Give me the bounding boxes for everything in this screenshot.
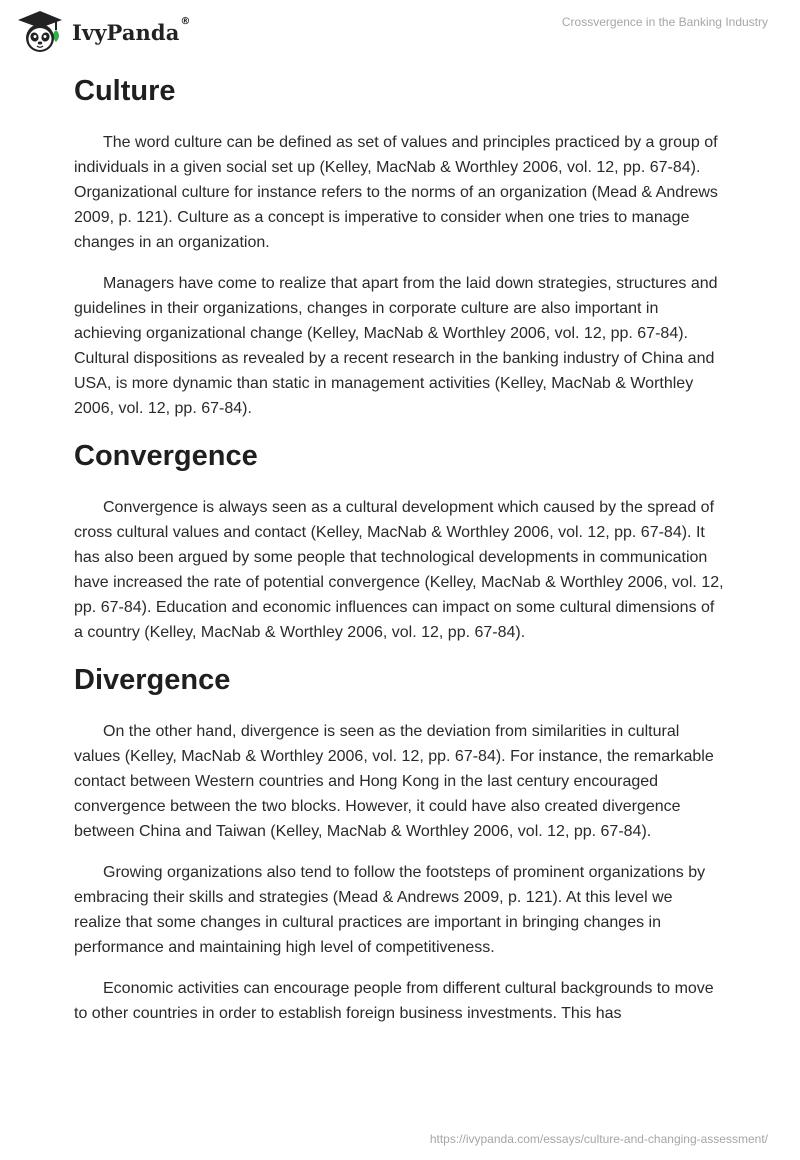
brand-name: IvyPanda®: [72, 15, 191, 45]
section-convergence: [74, 437, 724, 645]
source-url[interactable]: https://ivypanda.com/essays/culture-and-changing-assessment/: [429, 1132, 768, 1146]
section-culture: [74, 72, 724, 421]
paragraph: Growing organizations also tend to follow the footsteps of prominent organizations by embracing their skills and strategies (Mead & Andrews 2009, p. 121). At this level we realize that some changes in cultural practices are important in bringing changes in performance and maintaining high level of competitiveness.: [74, 864, 706, 956]
essay-body: [74, 72, 724, 1042]
paragraph: The word culture can be defined as set of values and principles practiced by a group of individuals in a given social set up (Kelley, MacNab & Worthley 2006, vol. 12, pp. 67-84). Organizational culture for instance refers to the norms of an organization (Mead & Andrews 2009, p. 121). Culture as a concept is imperative to consider when one tries to manage changes in an organization.: [74, 134, 718, 251]
paragraph: On the other hand, divergence is seen as the deviation from similarities in cultural values (Kelley, MacNab & Worthley 2006, vol. 12, pp. 67-84). For instance, the remarkable contact between Western countries and Hong Kong in the last century encouraged convergence between the two blocks. However, it could have also created divergence between China and Taiwan (Kelley, MacNab & Worthley 2006, vol. 12, pp. 67-84).: [74, 723, 714, 840]
page-header: [0, 0, 800, 60]
paragraph: Managers have come to realize that apart from the laid down strategies, structures and guidelines in their organizations, changes in corporate culture are also important in achieving organizational change (Kelley, MacNab & Worthley 2006, vol. 12, pp. 67-84). Cultural dispositions as revealed by a recent research in the banking industry of China and USA, is more dynamic than static in management activities (Kelley, MacNab & Worthley 2006, vol. 12, pp. 67-84).: [74, 275, 718, 417]
section-heading: Culture: [74, 75, 176, 107]
ivypanda-logo[interactable]: [16, 9, 191, 55]
paragraph: Convergence is always seen as a cultural development which caused by the spread of cross cultural values and contact (Kelley, MacNab & Worthley 2006, vol. 12, pp. 67-84). It has also been argued by some people that technological developments in communication have increased the rate of potential convergence (Kelley, MacNab & Worthley 2006, vol. 12, pp. 67-84). Education and economic influences can impact on some cultural dimensions of a country (Kelley, MacNab & Worthley 2006, vol. 12, pp. 67-84).: [74, 499, 724, 641]
section-divergence: [74, 661, 724, 1026]
section-heading: Convergence: [74, 440, 258, 472]
document-title: Crossvergence in the Banking Industry: [561, 15, 768, 29]
panda-logo-icon: [16, 9, 64, 55]
section-heading: Divergence: [74, 664, 231, 696]
paragraph: Economic activities can encourage people from different cultural backgrounds to move to other countries in order to establish foreign business investments. This has: [74, 980, 714, 1022]
